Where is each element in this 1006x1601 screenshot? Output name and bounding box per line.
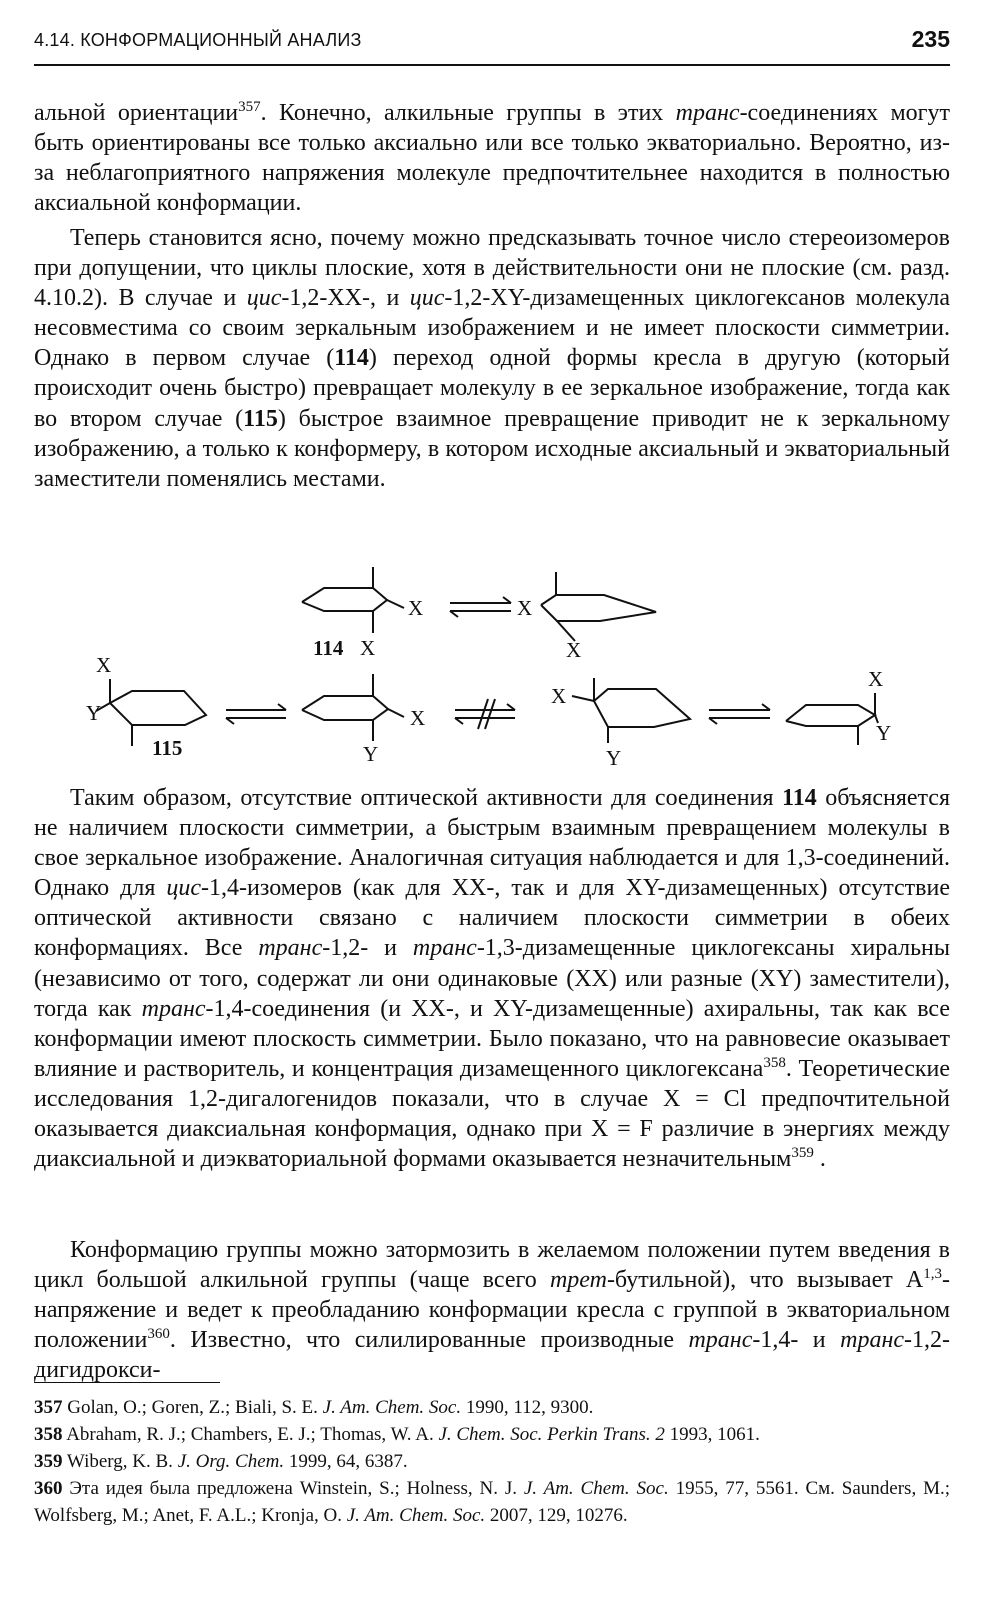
page-number: 235 [911, 26, 950, 52]
chair-114-a [302, 567, 404, 633]
text-run: Конформацию группы можно затормозить в желаемом положении путем введения в цикл большой алкильной группы (чаще всего [34, 1237, 950, 1294]
substituent-x-label: X [551, 684, 567, 708]
italic-run: транс [688, 1327, 753, 1354]
chair-115-b [302, 674, 404, 741]
text-run: -1,3-дизамещенные циклогексаны хиральны (независимо от того, содержат ли они одинаковые (XX) или разные (XY) заместители), тогда как [34, 935, 951, 1022]
text-run: -1,4-изомеров (как для XX-, так и для XY-дизамещенных) отсутствие оптической активности связано с наличием плоскости симметрии в обеих конформациях. Все [34, 875, 950, 962]
footnote-ref[interactable]: 358 [763, 1054, 786, 1071]
chair-115-d [786, 693, 878, 745]
text-run: 1999, 64, 6387. [284, 1451, 408, 1472]
text-run: -1,4- и [752, 1327, 841, 1354]
text-run: объясняется не наличием плоскости симметрии, а быстрым взаимным превращением молекулы в свое зеркальное изображение. Аналогичная ситуация наблюдается и для 1,3-соединений. Однако для [34, 785, 950, 902]
journal-name: J. Am. Chem. Soc. [346, 1505, 486, 1526]
text-run: -1,2-XY-дизамещенных циклогексанов молекула несовместима со своим зеркальным изображением и не имеет плоскости симметрии. Однако в первом случае ( [34, 285, 951, 372]
text-run: -1,2- и [322, 935, 413, 962]
text-run: -напряжение и ведет к преобладанию конформации кресла с группой в экваториальном положении [34, 1267, 951, 1354]
italic-run: транс [675, 100, 740, 126]
text-run: -1,4-соединения (и XX-, и XY-дизамещенные) ахиральны, так как все конформации имеют плоскость симметрии. Было показано, что на равновесие оказывает влияние и растворитель, и концентрация дизамещенного циклогексана [34, 995, 950, 1082]
substituent-x-label: X [517, 596, 533, 620]
italic-run: трет [549, 1267, 607, 1294]
text-run: 1955, 77, 5561. См. Saunders, M.; Wolfsberg, M.; Anet, F. A.L.; Kronja, O. [34, 1478, 951, 1526]
footnote-ref[interactable]: 359 [791, 1145, 814, 1162]
compound-115-label: 115 [152, 736, 183, 760]
paragraph-1 [34, 98, 950, 218]
paragraph-3 [34, 783, 950, 1174]
substituent-y-label: Y [606, 746, 622, 770]
text-run: ) переход одной формы кресла в другую (который происходит очень быстро) превращает молекулу в ее зеркальное изображение, тогда как во втором случае ( [34, 345, 951, 432]
journal-name: J. Am. Chem. Soc. [523, 1478, 669, 1499]
compound-ref: 114 [334, 345, 369, 372]
italic-run: цис [409, 285, 445, 312]
substituent-x-label: X [566, 638, 582, 662]
conformation-scheme [0, 555, 1006, 777]
chair-115-a [96, 679, 206, 746]
footnote [34, 1421, 950, 1448]
footnotes [34, 1394, 950, 1529]
text-run: -соединениях могут быть ориентированы все только аксиально или все только экваториально. Вероятно, из-за неблагоприятного напряжения молекуле предпочтительнее находится в полностью аксиальной конформации. [34, 100, 950, 217]
non-equilibrium-arrows [455, 699, 515, 729]
journal-name: J. Chem. Soc. Perkin Trans. 2 [438, 1424, 665, 1445]
italic-run: транс [840, 1327, 905, 1354]
paragraph-2 [34, 223, 950, 494]
substituent-x-label: X [408, 596, 424, 620]
text-run: ) быстрое взаимное превращение приводит не к зеркальному изображению, а только к конформеру, в котором исходные аксиальный и экваториальный заместители поменялись местами. [34, 405, 950, 492]
italic-run: транс [412, 935, 477, 962]
chair-115-c [572, 678, 690, 743]
running-title: 4.14. КОНФОРМАЦИОННЫЙ АНАЛИЗ [34, 30, 362, 50]
footnote-number: 357 [34, 1397, 63, 1418]
compound-ref: 114 [782, 785, 817, 811]
text-run: альной ориентации [34, 100, 239, 126]
text-run: 2007, 129, 10276. [485, 1505, 628, 1526]
journal-name: J. Org. Chem. [177, 1451, 285, 1472]
compound-ref: 115 [243, 405, 278, 432]
text-run: . Теоретические исследования 1,2-дигалогенидов показали, что в случае X = Cl предпочтительной оказывается диаксиальная конформация, однако при X = F различие в энергиях между диаксиальной и диэкваториальной формами оказывается незначительным [34, 1055, 951, 1173]
text-run: Эта идея была предложена Winstein, S.; Holness, N. J. [69, 1478, 524, 1499]
footnote-ref[interactable]: 357 [238, 99, 261, 115]
footnote [34, 1448, 950, 1475]
text-run: -бутильной), что вызывает A [606, 1267, 924, 1294]
italic-run: транс [141, 995, 206, 1022]
text-run: Wiberg, K. B. [66, 1451, 178, 1472]
footnote-number: 360 [34, 1478, 63, 1499]
chair-114-b [541, 572, 656, 641]
substituent-y-label: Y [876, 721, 892, 745]
substituent-x-label: X [96, 653, 112, 677]
text-run: Golan, O.; Goren, Z.; Biali, S. E. [67, 1397, 323, 1418]
paragraph-4 [34, 1235, 950, 1385]
equilibrium-arrows [709, 704, 770, 724]
footnote-ref[interactable]: 360 [147, 1326, 170, 1343]
journal-name: J. Am. Chem. Soc. [322, 1397, 462, 1418]
substituent-y-label: Y [86, 701, 102, 725]
footnote [34, 1475, 950, 1529]
text-run: . [813, 1146, 826, 1173]
substituent-x-label: X [868, 667, 884, 691]
text-run: 1990, 112, 9300. [461, 1397, 594, 1418]
text-run: Таким образом, отсутствие оптической активности для соединения [70, 785, 783, 811]
italic-run: транс [258, 935, 323, 962]
superscript: 1,3 [923, 1266, 943, 1283]
text-run: Теперь становится ясно, почему можно предсказывать точное число стереоизомеров при допущении, что циклы плоские, хотя в действительности они не плоские (см. разд. 4.10.2). В случае и [34, 225, 950, 312]
text-run: -1,2-XX-, и [281, 285, 410, 312]
compound-114-label: 114 [313, 636, 344, 660]
footnote-number: 359 [34, 1451, 63, 1472]
footnote-divider [34, 1382, 220, 1383]
substituent-y-label: Y [363, 742, 379, 766]
equilibrium-arrows [226, 704, 286, 724]
footnote [34, 1394, 950, 1421]
text-run: . Известно, что силилированные производные [169, 1327, 689, 1354]
italic-run: цис [166, 875, 202, 902]
running-header [34, 26, 950, 66]
text-run: . Конечно, алкильные группы в этих [260, 100, 676, 126]
text-run: -1,2-дигидрокси- [34, 1327, 950, 1384]
italic-run: цис [246, 285, 282, 312]
substituent-x-label: X [360, 636, 376, 660]
footnote-number: 358 [34, 1424, 63, 1445]
text-run: 1993, 1061. [664, 1424, 760, 1445]
text-run: Abraham, R. J.; Chambers, E. J.; Thomas, W. A. [66, 1424, 439, 1445]
equilibrium-arrows [450, 597, 511, 617]
substituent-x-label: X [410, 706, 426, 730]
